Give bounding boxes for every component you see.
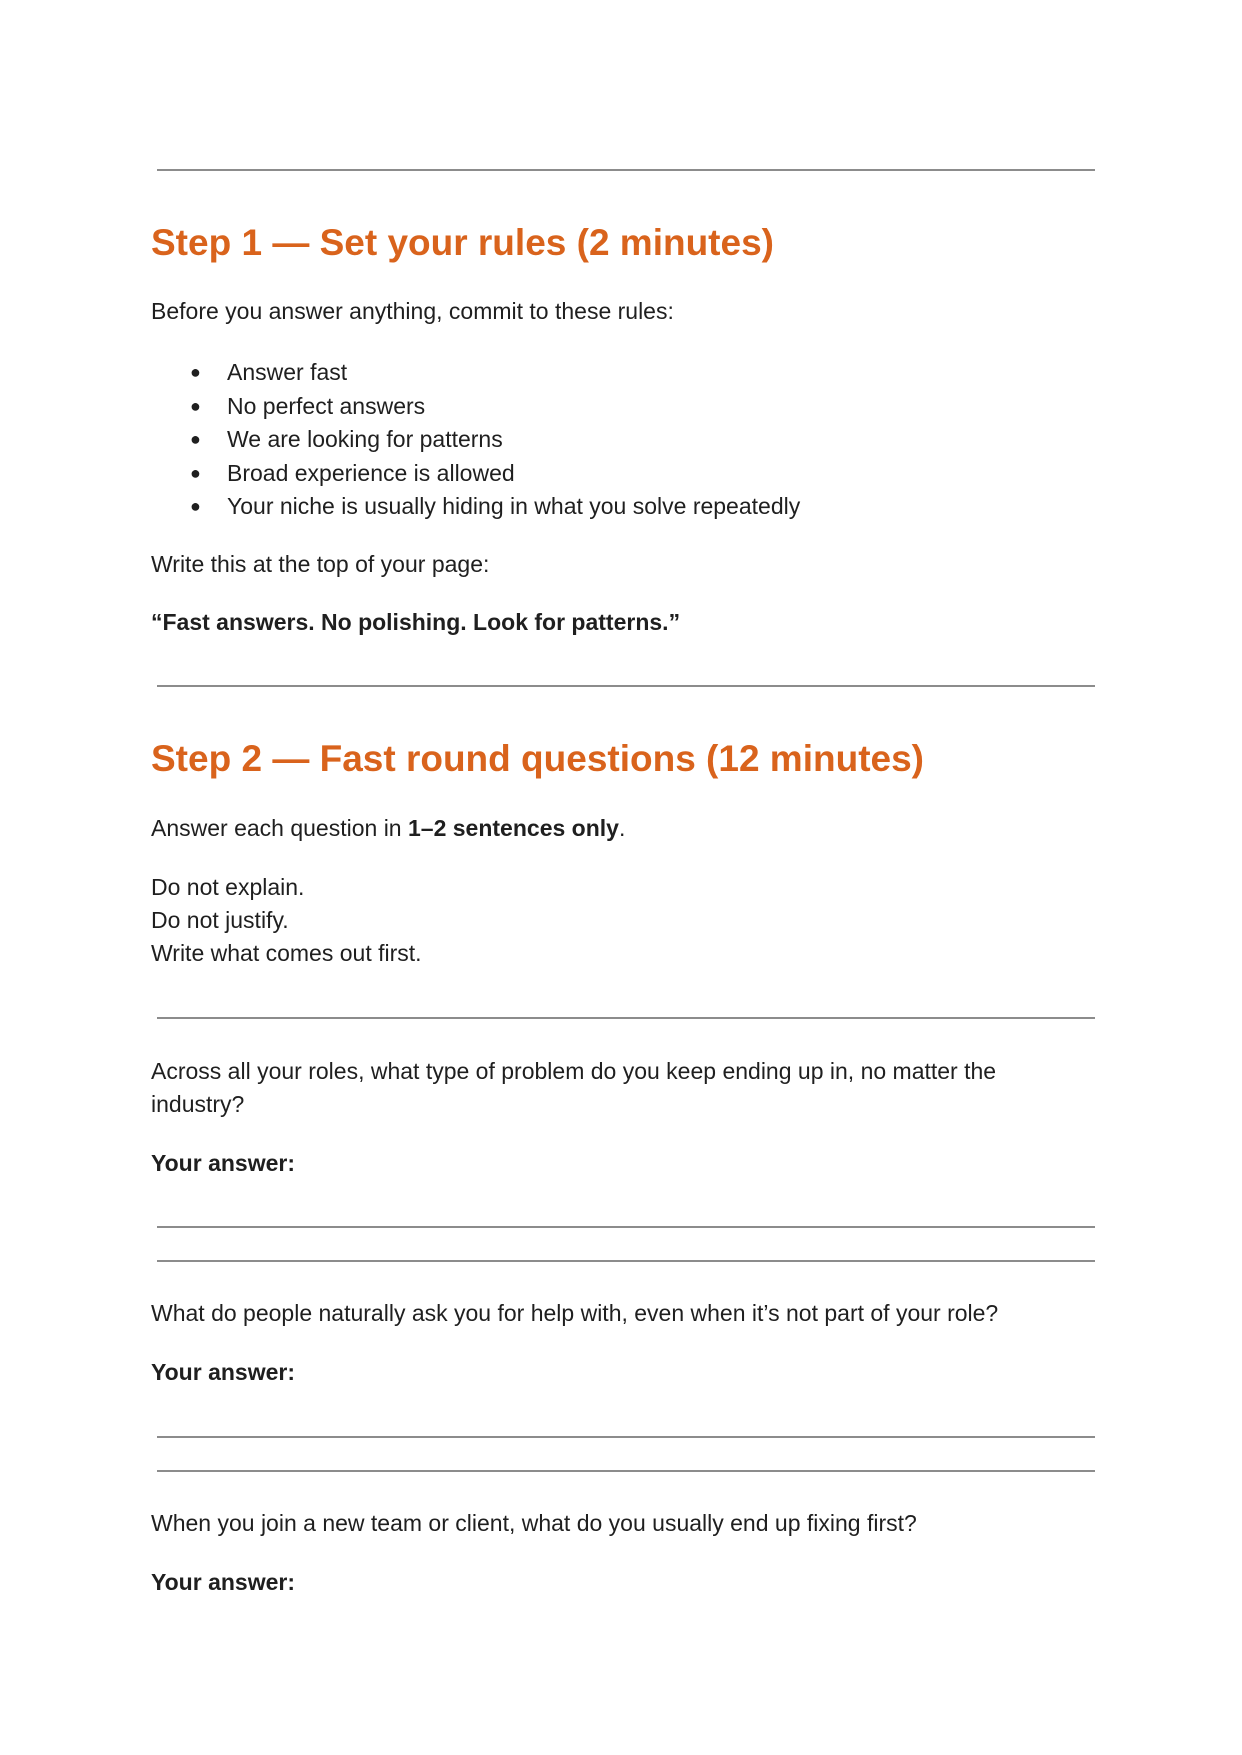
rule-text: We are looking for patterns bbox=[227, 426, 503, 452]
direction-line: Do not justify. bbox=[151, 907, 289, 933]
rule-text: Answer fast bbox=[227, 359, 348, 385]
bullet-icon: ● bbox=[190, 395, 201, 416]
list-item bbox=[151, 390, 800, 424]
bullet-icon: ● bbox=[190, 362, 201, 382]
section-divider bbox=[157, 685, 1095, 687]
list-item bbox=[151, 490, 800, 524]
question-1-answer-label: Your answer: bbox=[151, 1150, 295, 1176]
bullet-icon: ● bbox=[190, 429, 201, 449]
step2-intro bbox=[151, 812, 625, 845]
list-item bbox=[151, 356, 800, 390]
direction-line: Do not explain. bbox=[151, 874, 305, 900]
step1-quote: “Fast answers. No polishing. Look for patterns.” bbox=[151, 609, 681, 635]
question-1-text: Across all your roles, what type of problem do you keep ending up in, no matter the industry? bbox=[151, 1058, 997, 1117]
step1-heading: Step 1 — Set your rules (2 minutes) bbox=[151, 222, 774, 263]
top-divider bbox=[157, 169, 1095, 171]
answer-line[interactable] bbox=[157, 1470, 1095, 1472]
answer-line[interactable] bbox=[157, 1260, 1095, 1262]
list-item bbox=[151, 457, 800, 491]
bullet-icon: ● bbox=[190, 496, 201, 516]
intro-prefix: Answer each question in bbox=[151, 815, 408, 841]
step2-directions bbox=[151, 871, 422, 970]
intro-suffix: . bbox=[618, 815, 626, 841]
answer-line[interactable] bbox=[157, 1436, 1095, 1438]
list-item bbox=[151, 423, 800, 457]
direction-line: Write what comes out first. bbox=[151, 940, 422, 966]
step1-intro: Before you answer anything, commit to these rules: bbox=[151, 298, 674, 324]
bullet-icon: ● bbox=[190, 462, 201, 483]
question-2-text: What do people naturally ask you for help with, even when it’s not part of your role? bbox=[151, 1300, 999, 1326]
question-divider bbox=[157, 1017, 1095, 1019]
step1-instruction: Write this at the top of your page: bbox=[151, 551, 490, 577]
intro-emphasis: 1–2 sentences only bbox=[408, 815, 619, 841]
rule-text: No perfect answers bbox=[227, 392, 426, 419]
question-3-answer-label: Your answer: bbox=[151, 1569, 295, 1595]
question-3-text: When you join a new team or client, what do you usually end up fixing first? bbox=[151, 1510, 917, 1536]
answer-line[interactable] bbox=[157, 1226, 1095, 1228]
rule-text: Your niche is usually hiding in what you solve repeatedly bbox=[227, 493, 801, 519]
question-2-answer-label: Your answer: bbox=[151, 1359, 295, 1385]
rule-text: Broad experience is allowed bbox=[227, 459, 515, 486]
step2-heading: Step 2 — Fast round questions (12 minutes) bbox=[151, 738, 924, 779]
rules-list bbox=[151, 356, 800, 524]
